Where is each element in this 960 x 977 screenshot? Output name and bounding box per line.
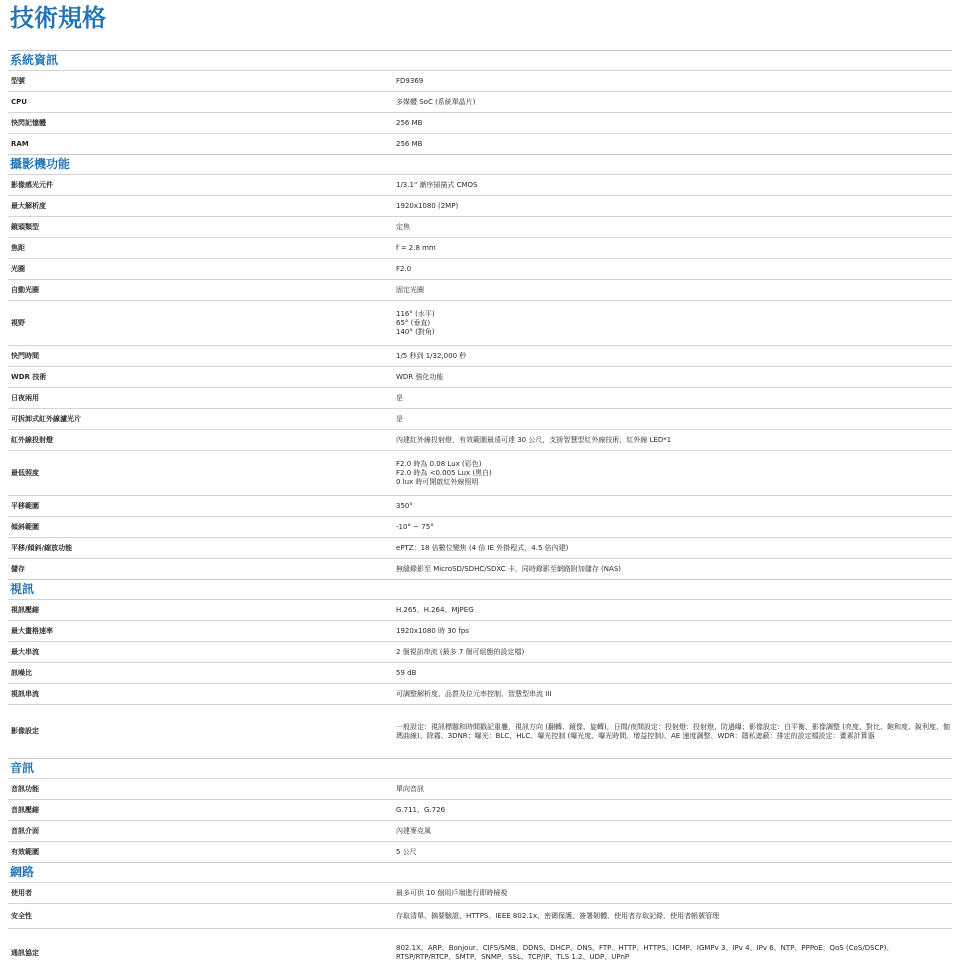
spec-row <box>8 408 952 429</box>
spec-row <box>8 683 952 704</box>
spec-label: 音訊壓縮 <box>11 805 39 814</box>
spec-label: 平移/傾斜/縮放功能 <box>11 543 73 552</box>
spec-row <box>8 300 952 345</box>
spec-value: 是 <box>396 414 403 423</box>
spec-value: 2 個視訊串流 (最多 7 個可組態的設定檔) <box>396 647 525 656</box>
spec-label: 音訊介面 <box>11 826 39 835</box>
spec-value: f = 2.8 mm <box>396 243 436 252</box>
spec-row <box>8 174 952 195</box>
spec-value: F2.0 <box>396 264 412 273</box>
spec-label: 儲存 <box>11 564 25 573</box>
spec-value: WDR 強化功能 <box>396 372 444 381</box>
spec-row <box>8 928 952 977</box>
spec-row <box>8 558 952 579</box>
spec-row <box>8 882 952 903</box>
spec-label: 最低照度 <box>11 468 39 477</box>
spec-value: 多媒體 SoC (系統單晶片) <box>396 97 476 106</box>
spec-label: 光圈 <box>11 264 25 273</box>
spec-row <box>8 903 952 928</box>
spec-value: FD9369 <box>396 76 424 85</box>
spec-value: G.711、G.726 <box>396 805 446 814</box>
spec-label: 最大串流 <box>11 647 39 656</box>
spec-value: 定焦 <box>396 222 410 231</box>
spec-row <box>8 778 952 799</box>
spec-label: 視野 <box>11 318 25 327</box>
spec-label: 平移範圍 <box>11 501 39 510</box>
spec-sections <box>8 50 952 977</box>
spec-value: -10° ~ 75° <box>396 522 434 531</box>
spec-label: CPU <box>11 97 27 106</box>
spec-value: 5 公尺 <box>396 847 417 856</box>
spec-value: ePTZ：18 倍數位變焦 (4 倍 IE 外掛程式，4.5 倍內建) <box>396 543 569 552</box>
spec-value: 存取清單、摘要驗證、HTTPS、IEEE 802.1x、密碼保護、簽署韌體、使用者存取記錄、使用者帳號管理 <box>396 911 720 920</box>
spec-row <box>8 345 952 366</box>
spec-row <box>8 195 952 216</box>
spec-label: 最大畫格速率 <box>11 626 53 635</box>
spec-label: 影像設定 <box>11 727 39 735</box>
spec-value: 116° (水平) 65° (垂直) 140° (對角) <box>396 309 435 336</box>
spec-label: 型號 <box>11 76 25 85</box>
spec-label: 快門時間 <box>11 351 39 360</box>
spec-row <box>8 841 952 862</box>
spec-row <box>8 91 952 112</box>
spec-value: 內建紅外線投射燈，有效範圍最遠可達 30 公尺，支援智慧型紅外線技術，紅外線 LED*1 <box>396 435 672 444</box>
spec-value: 256 MB <box>396 139 423 148</box>
spec-label: WDR 技術 <box>11 372 47 381</box>
spec-row <box>8 366 952 387</box>
spec-label: 日夜兩用 <box>11 393 39 402</box>
section-title: 網路 <box>8 862 952 882</box>
spec-label: 可拆卸式紅外線濾光片 <box>11 414 81 423</box>
spec-label: 焦距 <box>11 243 25 252</box>
section-title: 系統資訊 <box>8 50 952 70</box>
spec-label: 傾斜範圍 <box>11 522 39 531</box>
page-title: 技術規格 <box>10 4 106 32</box>
spec-value: 單向音訊 <box>396 784 424 793</box>
spec-row <box>8 662 952 683</box>
spec-value: 固定光圈 <box>396 285 424 294</box>
spec-value: 一般設定：視訊標題和時間戳記重疊，視訊方向 (翻轉、鏡像、旋轉)，日間/夜間設定：投射燈：投射燈、防過曝；影像設定：白平衡、影像調整 (亮度、對比、飽和度、銳利度、伽瑪曲線)、除霧、3DNR；曝光：BLC、HLC、曝光控制 (曝光度、曝光時間、增益控制)、AE 速度調整、WDR：隱私遮蔽：排定的設定檔設定：畫素計算器 <box>396 722 950 740</box>
spec-row <box>8 429 952 450</box>
spec-value: 無縫錄影至 MicroSD/SDHC/SDXC 卡，同時錄影至網路附加儲存 (NAS) <box>396 564 621 573</box>
spec-label: 視訊壓縮 <box>11 605 39 614</box>
spec-value: H.265、H.264、MJPEG <box>396 605 474 614</box>
spec-value: F2.0 時為 0.08 Lux (彩色) F2.0 時為 <0.005 Lux (黑白) 0 lux 時可開啟紅外線照明 <box>396 459 492 486</box>
spec-row <box>8 112 952 133</box>
spec-label: 使用者 <box>11 888 32 897</box>
spec-value: 802.1X、ARP、Bonjour、CIFS/SMB、DDNS、DHCP、DNS、FTP、HTTP、HTTPS、ICMP、IGMPv 3、IPv 4、IPv 6、NTP、PPPoE、QoS (CoS/DSCP)、RTSP/RTP/RTCP、SMTP、SNMP、SSL、TCP/IP、TLS 1.2、UDP、UPnP <box>396 944 894 961</box>
spec-label: 影像感光元件 <box>11 180 53 189</box>
spec-value: 256 MB <box>396 118 423 127</box>
spec-label: 有效範圍 <box>11 847 39 856</box>
spec-row <box>8 620 952 641</box>
spec-value: 可調整解析度、品質及位元率控制、智慧型串流 III <box>396 689 552 698</box>
spec-row <box>8 387 952 408</box>
spec-label: 視訊串流 <box>11 689 39 698</box>
spec-value: 1/5 秒到 1/32,000 秒 <box>396 351 467 360</box>
spec-value: 350° <box>396 501 413 510</box>
spec-row <box>8 70 952 91</box>
spec-label: 快閃記憶體 <box>11 118 46 127</box>
spec-row <box>8 537 952 558</box>
spec-label: 通訊協定 <box>11 948 39 957</box>
spec-value: 1/3.1" 漸序掃描式 CMOS <box>396 180 478 189</box>
spec-label: 鏡頭類型 <box>11 222 39 231</box>
spec-row <box>8 237 952 258</box>
spec-value: 59 dB <box>396 668 417 677</box>
spec-label: 安全性 <box>11 911 32 920</box>
spec-value: 最多可供 10 個用戶端進行即時檢視 <box>396 888 508 897</box>
spec-row <box>8 279 952 300</box>
spec-label: 紅外線投射燈 <box>11 435 53 444</box>
spec-value: 1920x1080 時 30 fps <box>396 626 469 635</box>
spec-label: 音訊功能 <box>11 784 39 793</box>
spec-row <box>8 820 952 841</box>
section-title: 攝影機功能 <box>8 154 952 174</box>
spec-row <box>8 641 952 662</box>
spec-value: 是 <box>396 393 403 402</box>
spec-row <box>8 599 952 620</box>
spec-label: 訊噪比 <box>11 668 32 677</box>
section-title: 音訊 <box>8 758 952 778</box>
section-title: 視訊 <box>8 579 952 599</box>
spec-label: 最大解析度 <box>11 201 46 210</box>
spec-row <box>8 495 952 516</box>
spec-label: 自動光圈 <box>11 285 39 294</box>
spec-value: 1920x1080 (2MP) <box>396 201 459 210</box>
spec-row <box>8 704 952 758</box>
spec-row <box>8 799 952 820</box>
spec-label: RAM <box>11 139 29 148</box>
spec-value: 內建麥克風 <box>396 826 431 835</box>
spec-row <box>8 516 952 537</box>
spec-row <box>8 133 952 154</box>
spec-row <box>8 450 952 495</box>
spec-row <box>8 258 952 279</box>
spec-row <box>8 216 952 237</box>
